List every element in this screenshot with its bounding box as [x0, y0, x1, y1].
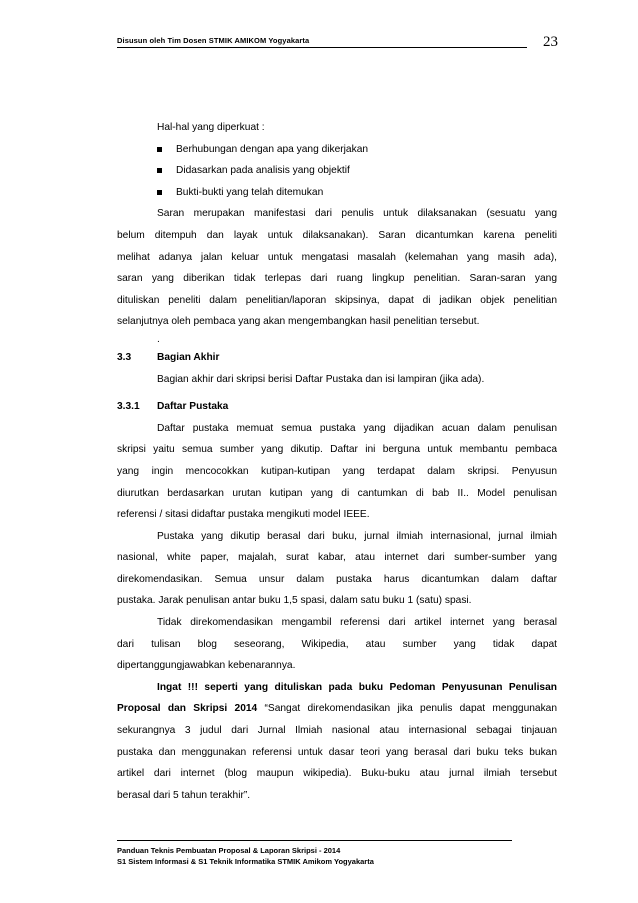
saran-line: dituliskan peneliti dalam penelitian/laporan skipsinya, dapat di jadikan objek penelitian — [117, 294, 557, 306]
dp-para1-line: yang ingin mencocokkan kutipan-kutipan yang terdapat dalam skripsi. Penyusun — [117, 465, 557, 477]
dp-para2-line: pustaka. Jarak penulisan antar buku 1,5 spasi, dalam satu buku 1 (satu) spasi. — [117, 595, 472, 607]
saran-line: saran yang diberikan tidak terlepas dari ruang lingkup penelitian. Saran-saran yang — [117, 273, 557, 285]
ingat-line-mixed — [117, 698, 557, 720]
dp-para3-line: dipertanggungjawabkan kebenarannya. — [117, 660, 296, 672]
section-number: 3.3.1 — [117, 401, 140, 413]
footer-line-1: Panduan Teknis Pembuatan Proposal & Laporan Skripsi - 2014 — [117, 846, 341, 855]
ingat-line: artikel dari internet (blog maupun wikipedia). Buku-buku atau jurnal ilmiah tersebut — [117, 768, 557, 780]
dp-para3-line: dari tulisan blog seseorang, Wikipedia, atau sumber yang tidak dapat — [117, 638, 557, 650]
section-title: Daftar Pustaka — [157, 401, 229, 413]
dp-para2-line: nasional, white paper, majalah, surat kabar, atau internet dari sumber-sumber yang — [117, 552, 557, 564]
page-number: 23 — [543, 34, 558, 50]
dp-para1-line: Daftar pustaka memuat semua pustaka yang dijadikan acuan dalam penulisan — [157, 422, 557, 434]
section-heading-3-3 — [117, 347, 557, 369]
hal-intro: Hal-hal yang diperkuat : — [157, 122, 265, 133]
footer-rule — [117, 840, 512, 841]
dp-para1-line: referensi / sitasi didaftar pustaka mengikuti model IEEE. — [117, 509, 370, 521]
ingat-line-bold: Ingat !!! seperti yang dituliskan pada buku Pedoman Penyusunan Penulisan — [157, 681, 557, 693]
dp-para3-line: Tidak direkomendasikan mengambil referensi dari artikel internet yang berasal — [157, 617, 557, 629]
square-bullet-icon — [157, 168, 162, 173]
square-bullet-icon — [157, 190, 162, 195]
bullet-item — [117, 182, 557, 204]
ingat-rest: “Sangat direkomendasikan jika penulis dapat menggunakan — [257, 703, 557, 715]
ingat-line: berasal dari 5 tahun terakhir”. — [117, 789, 251, 801]
header-rule — [117, 47, 527, 48]
saran-line: Saran merupakan manifestasi dari penulis untuk dilaksanakan (sesuatu yang — [157, 208, 557, 220]
saran-line: belum ditempuh dan layak untuk dilaksanakan). Saran dicantumkan karena peneliti — [117, 229, 557, 241]
bullet-text: Berhubungan dengan apa yang dikerjakan — [176, 143, 369, 155]
bullet-text: Bukti-bukti yang telah ditemukan — [176, 186, 324, 198]
dp-para1-line: skripsi yaitu semua sumber yang dikutip. Daftar ini berguna untuk membantu pembaca — [117, 444, 557, 456]
square-bullet-icon — [157, 147, 162, 152]
header-text: Disusun oleh Tim Dosen STMIK AMIKOM Yogyakarta — [117, 36, 310, 45]
section-title: Bagian Akhir — [157, 351, 220, 363]
section-heading-3-3-1 — [117, 396, 557, 418]
dp-para1-line: diurutkan berdasarkan urutan kutipan yang di cantumkan di bab II.. Model penulisan — [117, 487, 557, 499]
dot-line: . — [157, 333, 160, 345]
page-body — [117, 117, 557, 806]
section-number: 3.3 — [117, 351, 132, 363]
bagian-akhir-text: Bagian akhir dari skripsi berisi Daftar Pustaka dan isi lampiran (jika ada). — [157, 373, 485, 385]
bullet-item — [117, 160, 557, 182]
ingat-line: sekurangnya 3 judul dari Jurnal Ilmiah nasional atau internasional sebagai tinjauan — [117, 725, 557, 737]
saran-line: selanjutnya oleh pembaca yang akan mengembangkan hasil penelitian tersebut. — [117, 316, 480, 328]
saran-line: melihat adanya jalan keluar untuk mengatasi masalah (kelemahan yang masih ada), — [117, 251, 557, 263]
dp-para2-line: direkomendasikan. Semua unsur dalam pustaka harus dicantumkan dalam daftar — [117, 573, 557, 585]
footer-line-2: S1 Sistem Informasi & S1 Teknik Informatika STMIK Amikom Yogyakarta — [117, 857, 374, 866]
dp-para2-line: Pustaka yang dikutip berasal dari buku, jurnal ilmiah internasional, jurnal ilmiah — [157, 530, 557, 542]
bullet-item — [117, 139, 557, 161]
bullet-text: Didasarkan pada analisis yang objektif — [176, 165, 350, 177]
ingat-bold-part: Proposal dan Skripsi 2014 — [117, 703, 258, 715]
ingat-line: pustaka dan menggunakan referensi untuk dasar teori yang berasal dari buku teks bukan — [117, 746, 557, 758]
